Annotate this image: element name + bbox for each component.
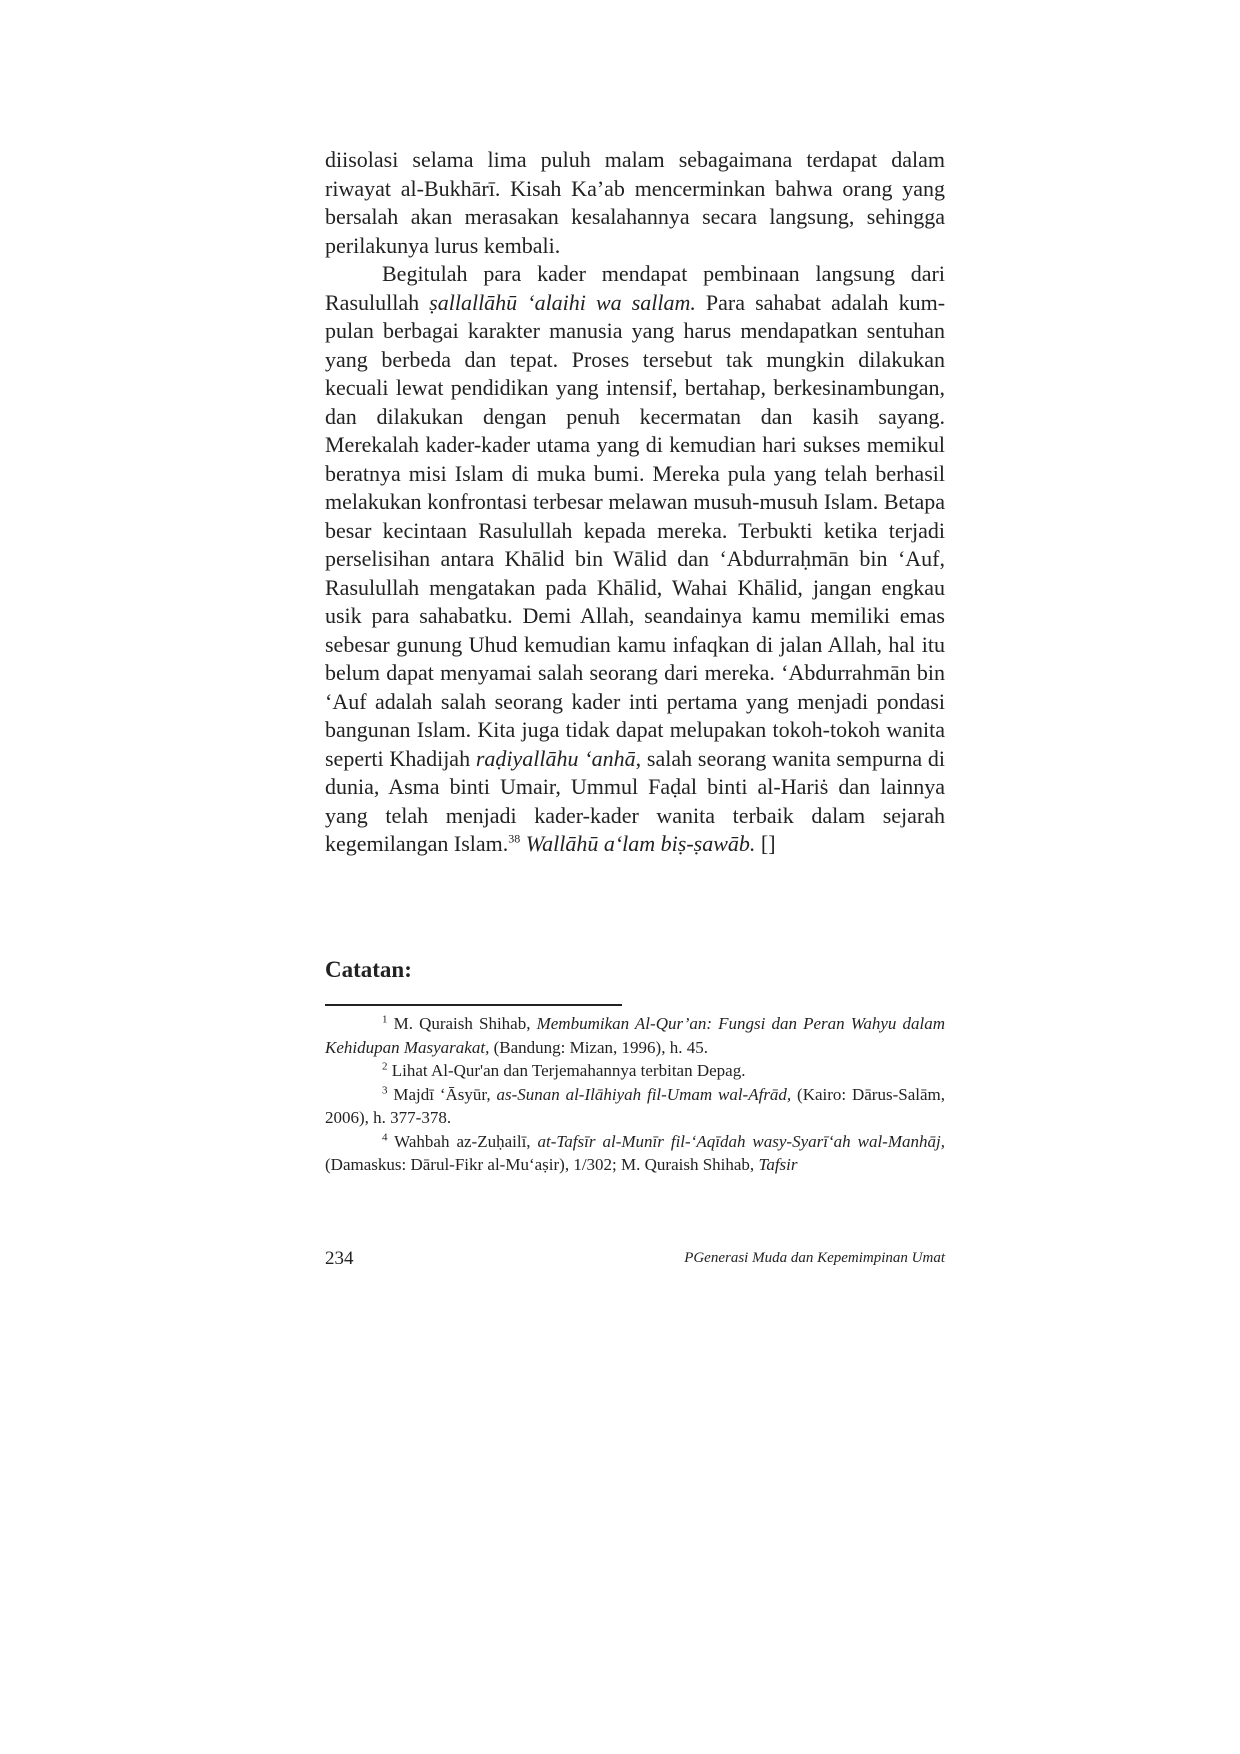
footnote-1-publication: (Bandung: Mizan, 1996), h. 45. bbox=[489, 1037, 708, 1057]
paragraph-2-text-c: Para sahabat adalah kumpulan berbagai karakter manusia yang harus mendapatkan sentuhan yang berbeda dan tepat. Proses tersebut tak mungkin dilakukan kecuali lewat pendidikan yang intensif, bertahap, berkesinambungan, dan dilakukan dengan penuh kecermatan dan kasih sayang. Merekalah kader-kader utama yang di kemudian hari sukses memikul beratnya misi Islam di muka bumi. Mereka pula yang telah berhasil melakukan konfrontasi terbesar melawan musuh-musuh Islam. Betapa besar kecintaan Rasulullah kepada mereka. Terbukti ketika terjadi perselisihan antara Khālid bin Wālid dan ‘Abdurraḥmān bin ‘Auf, Rasulullah mengatakan pada Khālid, Wahai Khālid, jangan engkau usik para sahabatku. Demi Allah, seandainya kamu memiliki emas sebesar gunung Uhud kemudian kamu infaqkan di jalan Allah, hal itu belum dapat menyamai salah seorang dari mereka. ‘Abdurrahmān bin ‘Auf adalah salah seorang kader inti pertama yang menjadi pondasi bangunan Islam. Kita juga tidak dapat melupakan tokoh-tokoh wanita seperti Khadijah bbox=[325, 289, 946, 771]
body-text bbox=[325, 146, 945, 859]
footnote-1 bbox=[325, 1012, 945, 1059]
paragraph-2-text-a: Begitulah para kader mendapat pembinaan langsung dari Rasulullah bbox=[325, 261, 945, 315]
paragraph-2-text-e: , salah seorang wanita sempurna di dunia, Asma binti Umair, Ummul Faḍal binti al-Hariṡ dan lainnya yang telah menjadi kader-kader wanita terbaik dalam sejarah kegemilangan Islam. bbox=[325, 745, 945, 856]
page-number: 234 bbox=[325, 1248, 354, 1269]
footnote-3 bbox=[325, 1083, 945, 1130]
page-footer bbox=[325, 1248, 945, 1272]
footnote-3-author: Majdī ‘Āsyūr, bbox=[387, 1084, 497, 1104]
notes-divider bbox=[325, 1004, 622, 1006]
footnote-3-publication: (Kairo: Dārus-Salām, 2006), h. 377-378. bbox=[325, 1084, 945, 1127]
footnote-2-number: 2 bbox=[382, 1060, 388, 1073]
paragraph-2 bbox=[325, 260, 945, 859]
end-mark: [] bbox=[755, 831, 776, 856]
footnote-4 bbox=[325, 1130, 945, 1177]
notes-heading: Catatan: bbox=[325, 957, 412, 982]
footnote-2-text: Lihat Al-Qur'an dan Terjemahannya terbitan Depag. bbox=[387, 1061, 746, 1080]
footnote-1-title: Membumikan Al-Qur’an: Fungsi dan Peran Wahyu dalam Kehidupan Masyarakat, bbox=[325, 1014, 945, 1057]
footnote-1-author: M. Quraish Shihab, bbox=[387, 1014, 537, 1033]
footnote-2 bbox=[325, 1059, 945, 1083]
footnote-4-author: Wahbah az-Zuḥailī, bbox=[387, 1131, 538, 1151]
radiyallahu-phrase: raḍiyallāhu ‘anhā bbox=[475, 745, 636, 771]
footnote-reference-38[interactable]: 38 bbox=[508, 831, 521, 846]
closing-phrase: Wallāhū a‘lam biṣ-ṣawāb. bbox=[525, 831, 756, 856]
running-title: PGenerasi Muda dan Kepemimpinan Umat bbox=[684, 1250, 945, 1266]
footnote-1-number: 1 bbox=[382, 1013, 388, 1026]
footnote-3-number: 3 bbox=[382, 1083, 388, 1096]
footnote-4-title-2: Tafsir bbox=[758, 1155, 798, 1174]
footnotes bbox=[325, 1012, 945, 1177]
paragraph-1 bbox=[325, 146, 945, 260]
footnote-4-title: at-Tafsīr al-Munīr fil-‘Aqīdah wasy-Syarī‘ah wal-Manhāj, bbox=[537, 1131, 945, 1151]
footnote-4-publication: (Damaskus: Dārul-Fikr al-Mu‘aṣir), 1/302; M. Quraish Shihab, bbox=[325, 1155, 759, 1174]
salawat-phrase: ṣallallāhū ‘alaihi wa sallam. bbox=[429, 289, 696, 315]
paragraph-1-text: diisolasi selama lima puluh malam sebagaimana terdapat dalam riwayat al-Bukhārī. Kisah Ka’ab mencerminkan bahwa orang yang bersalah akan merasakan kesalahannya secara langsung, sehingga perilakunya lurus kembali. bbox=[325, 147, 945, 258]
footnote-4-number: 4 bbox=[382, 1130, 388, 1143]
footnote-3-title: as-Sunan al-Ilāhiyah fil-Umam wal-Afrād, bbox=[496, 1084, 792, 1104]
